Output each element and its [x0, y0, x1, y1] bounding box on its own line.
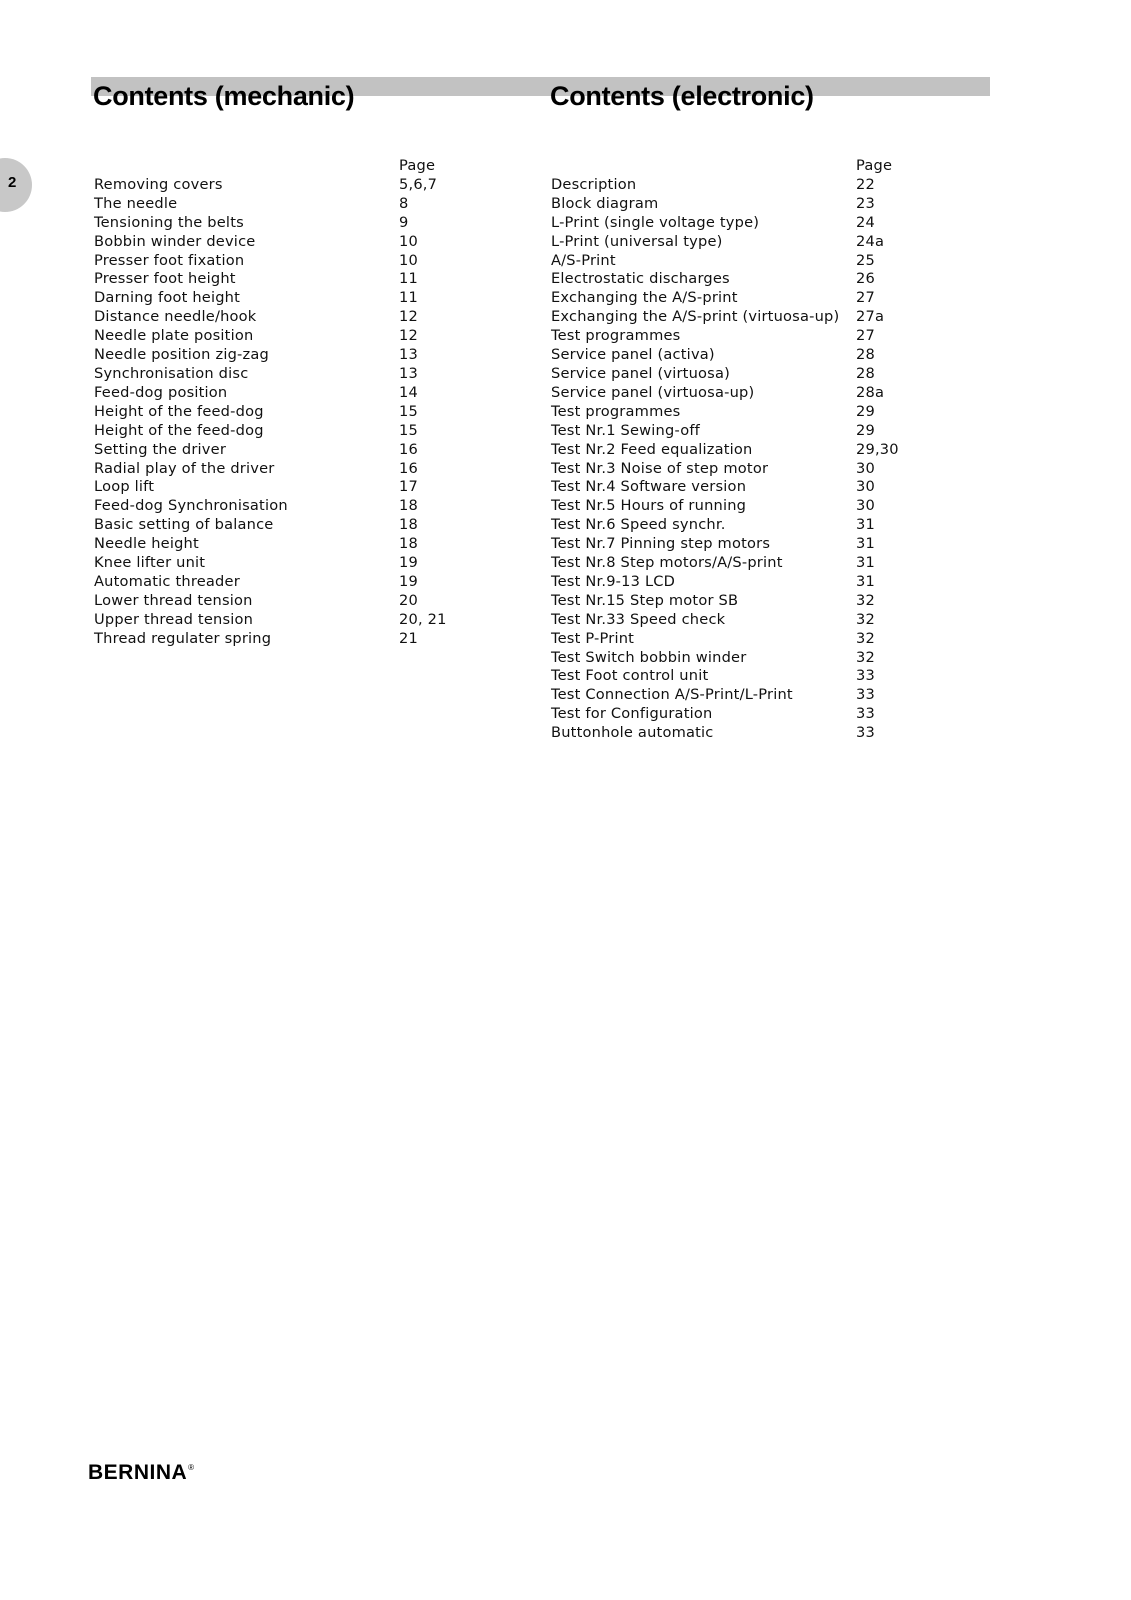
toc-entry	[551, 478, 899, 497]
toc-entry-page: 32	[856, 648, 875, 666]
toc-entry-page: 14	[399, 383, 418, 401]
toc-entry	[94, 270, 447, 289]
toc-entry	[94, 195, 447, 214]
toc-entry	[94, 630, 447, 649]
toc-entry	[551, 630, 899, 649]
toc-entry	[94, 403, 447, 422]
toc-entry	[551, 441, 899, 460]
toc-entry-title: Radial play of the driver	[94, 459, 275, 477]
toc-entry-page: 17	[399, 478, 418, 496]
toc-entry-title: Test Nr.7 Pinning step motors	[551, 535, 771, 553]
toc-entry-page: 32	[856, 591, 875, 609]
toc-entry-title: L-Print (single voltage type)	[551, 213, 760, 231]
toc-entry-title: Feed-dog Synchronisation	[94, 497, 288, 515]
toc-entry-page: 16	[399, 459, 418, 477]
toc-entry-title: Test Nr.1 Sewing-off	[551, 421, 701, 439]
toc-entry-title: Test programmes	[551, 327, 681, 345]
toc-entry-title: Test Foot control unit	[551, 667, 709, 685]
toc-entry	[94, 497, 447, 516]
toc-entry-page: 28a	[856, 383, 885, 401]
toc-entry	[551, 497, 899, 516]
toc-entry-title: Knee lifter unit	[94, 554, 206, 572]
toc-entry	[94, 422, 447, 441]
toc-entry-page: 27a	[856, 308, 885, 326]
toc-entry-page: 19	[399, 554, 418, 572]
toc-entry	[551, 611, 899, 630]
toc-entry-title: Description	[551, 175, 637, 193]
toc-entry-page: 15	[399, 402, 418, 420]
toc-entry-title: Exchanging the A/S-print	[551, 289, 738, 307]
toc-entry-title: Test P-Print	[551, 629, 635, 647]
toc-entry-page: 20	[399, 591, 418, 609]
toc-entry-page: 21	[399, 629, 418, 647]
toc-entry	[94, 346, 447, 365]
toc-entry-title: Test Switch bobbin winder	[551, 648, 747, 666]
toc-entry-title: A/S-Print	[551, 251, 616, 269]
toc-entry-title: Test Nr.8 Step motors/A/S-print	[551, 554, 783, 572]
toc-entry	[551, 554, 899, 573]
toc-entry	[94, 233, 447, 252]
toc-entry-page: 26	[856, 270, 875, 288]
toc-entry-page: 33	[856, 667, 875, 685]
toc-entry-page: 5,6,7	[399, 175, 438, 193]
toc-entry-title: L-Print (universal type)	[551, 232, 723, 250]
toc-entry	[551, 516, 899, 535]
page-column-label: Page	[399, 157, 436, 174]
toc-entry-title: Test Nr.6 Speed synchr.	[551, 516, 726, 534]
toc-entry-page: 18	[399, 516, 418, 534]
toc-entry-title: Test Connection A/S-Print/L-Print	[551, 686, 793, 704]
toc-entry-title: Block diagram	[551, 194, 659, 212]
toc-entry	[551, 289, 899, 308]
toc-entry-title: Presser foot fixation	[94, 251, 245, 269]
toc-entry-page: 33	[856, 686, 875, 704]
toc-entry	[551, 592, 899, 611]
toc-entry-page: 11	[399, 270, 418, 288]
toc-entry	[551, 649, 899, 668]
toc-entry	[94, 289, 447, 308]
bernina-logo	[88, 1461, 195, 1485]
toc-entry-page: 18	[399, 535, 418, 553]
toc-entry-title: The needle	[94, 194, 178, 212]
page-number-tab	[0, 158, 32, 212]
toc-entry-page: 9	[399, 213, 409, 231]
toc-mechanic	[94, 157, 447, 649]
toc-entry	[94, 535, 447, 554]
toc-entry-page: 10	[399, 232, 418, 250]
toc-entry	[551, 270, 899, 289]
toc-entry-title: Presser foot height	[94, 270, 236, 288]
toc-entry-title: Test Nr.3 Noise of step motor	[551, 459, 769, 477]
toc-entry	[551, 346, 899, 365]
toc-entry-title: Bobbin winder device	[94, 232, 256, 250]
toc-entry-page: 24a	[856, 232, 885, 250]
toc-entry-title: Service panel (virtuosa-up)	[551, 383, 755, 401]
toc-entry-title: Service panel (virtuosa)	[551, 364, 731, 382]
toc-entry-page: 13	[399, 364, 418, 382]
toc-entry	[551, 686, 899, 705]
toc-entry-page: 31	[856, 516, 875, 534]
toc-header-row	[551, 157, 899, 176]
toc-entry	[551, 327, 899, 346]
toc-entry	[551, 176, 899, 195]
toc-entry	[551, 535, 899, 554]
toc-entry	[94, 384, 447, 403]
page-column-label: Page	[856, 157, 893, 174]
toc-entry-page: 33	[856, 724, 875, 742]
toc-entry-page: 15	[399, 421, 418, 439]
toc-entry-page: 29,30	[856, 440, 899, 458]
toc-entry	[551, 422, 899, 441]
toc-entry-title: Feed-dog position	[94, 383, 228, 401]
toc-entry-page: 13	[399, 346, 418, 364]
toc-entry-title: Needle height	[94, 535, 199, 553]
toc-entry	[94, 176, 447, 195]
toc-entry-title: Basic setting of balance	[94, 516, 274, 534]
toc-entry-page: 30	[856, 459, 875, 477]
toc-entry	[94, 573, 447, 592]
toc-entry-page: 10	[399, 251, 418, 269]
toc-entry-title: Service panel (activa)	[551, 346, 715, 364]
toc-entry	[551, 214, 899, 233]
toc-entry	[94, 327, 447, 346]
toc-entry-title: Test Nr.15 Step motor SB	[551, 591, 739, 609]
toc-entry-title: Setting the driver	[94, 440, 227, 458]
toc-entry-page: 12	[399, 327, 418, 345]
toc-entry-title: Height of the feed-dog	[94, 402, 264, 420]
toc-entry	[94, 460, 447, 479]
toc-entry-page: 8	[399, 194, 409, 212]
toc-entry	[551, 460, 899, 479]
toc-entry-title: Upper thread tension	[94, 610, 254, 628]
toc-entry-page: 11	[399, 289, 418, 307]
logo-text: BERNINA	[88, 1461, 188, 1484]
toc-entry-page: 31	[856, 554, 875, 572]
toc-entry-page: 24	[856, 213, 875, 231]
toc-entry	[551, 573, 899, 592]
toc-entry	[551, 384, 899, 403]
toc-entry-title: Tensioning the belts	[94, 213, 244, 231]
toc-entry	[94, 554, 447, 573]
toc-entry	[551, 403, 899, 422]
toc-entry-title: Distance needle/hook	[94, 308, 257, 326]
toc-entry-title: Thread regulater spring	[94, 629, 272, 647]
heading-electronic: Contents (electronic)	[550, 81, 814, 111]
toc-entry-title: Test for Configuration	[551, 705, 713, 723]
toc-entry-page: 18	[399, 497, 418, 515]
toc-entry-page: 29	[856, 421, 875, 439]
toc-entry-title: Needle position zig-zag	[94, 346, 269, 364]
toc-entry	[551, 724, 899, 743]
toc-entry-title: Test Nr.9-13 LCD	[551, 572, 676, 590]
toc-entry-page: 19	[399, 572, 418, 590]
toc-entry-page: 28	[856, 346, 875, 364]
toc-entry-title: Needle plate position	[94, 327, 254, 345]
toc-entry-title: Loop lift	[94, 478, 155, 496]
registered-mark: ®	[188, 1463, 195, 1472]
toc-entry-title: Electrostatic discharges	[551, 270, 730, 288]
toc-entry	[94, 252, 447, 271]
toc-entry-title: Test Nr.2 Feed equalization	[551, 440, 753, 458]
page-number: 2	[8, 174, 17, 191]
toc-entry	[94, 365, 447, 384]
toc-entry-title: Test programmes	[551, 402, 681, 420]
toc-entry	[94, 214, 447, 233]
toc-entry	[551, 705, 899, 724]
toc-entry-page: 30	[856, 478, 875, 496]
toc-entry-title: Test Nr.5 Hours of running	[551, 497, 747, 515]
toc-entry-page: 16	[399, 440, 418, 458]
toc-entry-page: 31	[856, 572, 875, 590]
toc-entry-page: 20, 21	[399, 610, 447, 628]
toc-entry-page: 32	[856, 610, 875, 628]
toc-entry	[94, 592, 447, 611]
toc-entry	[551, 195, 899, 214]
toc-entry-title: Darning foot height	[94, 289, 241, 307]
toc-header-row	[94, 157, 447, 176]
toc-entry	[551, 667, 899, 686]
toc-entry-title: Buttonhole automatic	[551, 724, 714, 742]
toc-entry-title: Automatic threader	[94, 572, 240, 590]
toc-entry-title: Synchronisation disc	[94, 364, 249, 382]
toc-entry-page: 12	[399, 308, 418, 326]
toc-entry-title: Removing covers	[94, 175, 223, 193]
toc-entry	[94, 611, 447, 630]
toc-entry-page: 22	[856, 175, 875, 193]
toc-entry-page: 30	[856, 497, 875, 515]
toc-entry-page: 28	[856, 364, 875, 382]
toc-entry	[551, 233, 899, 252]
toc-entry	[551, 308, 899, 327]
toc-entry-page: 25	[856, 251, 875, 269]
toc-entry	[551, 252, 899, 271]
toc-entry-page: 27	[856, 289, 875, 307]
toc-entry	[94, 441, 447, 460]
toc-entry-title: Test Nr.33 Speed check	[551, 610, 726, 628]
toc-electronic	[551, 157, 899, 743]
toc-entry	[94, 308, 447, 327]
toc-entry-page: 33	[856, 705, 875, 723]
toc-entry-title: Exchanging the A/S-print (virtuosa-up)	[551, 308, 840, 326]
toc-entry	[94, 516, 447, 535]
toc-entry-page: 29	[856, 402, 875, 420]
toc-entry-page: 23	[856, 194, 875, 212]
toc-entry-title: Height of the feed-dog	[94, 421, 264, 439]
toc-entry-page: 27	[856, 327, 875, 345]
heading-mechanic: Contents (mechanic)	[93, 81, 355, 111]
toc-entry-page: 32	[856, 629, 875, 647]
toc-entry-title: Lower thread tension	[94, 591, 253, 609]
toc-entry-page: 31	[856, 535, 875, 553]
toc-entry-title: Test Nr.4 Software version	[551, 478, 747, 496]
toc-entry	[551, 365, 899, 384]
toc-entry	[94, 478, 447, 497]
